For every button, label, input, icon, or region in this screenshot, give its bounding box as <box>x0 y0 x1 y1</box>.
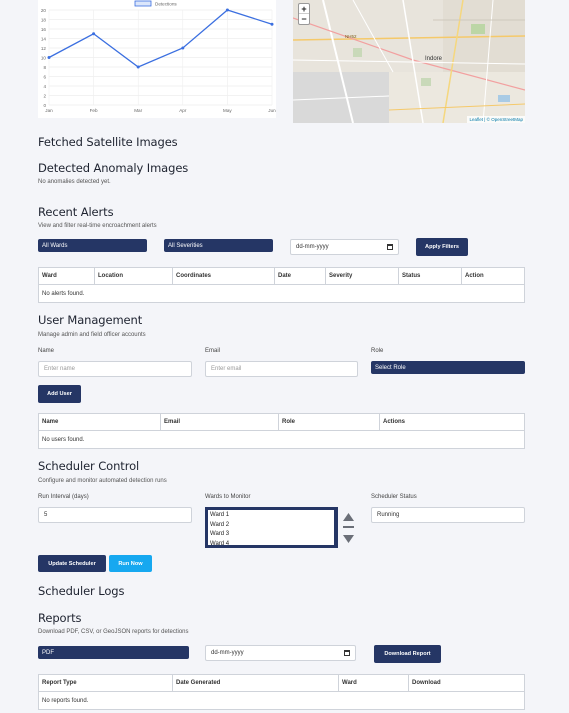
alerts-title: Recent Alerts <box>38 205 114 219</box>
alerts-date-input[interactable] <box>290 239 399 255</box>
x-tick-label: Jun <box>268 108 276 113</box>
col-date: Date <box>275 268 326 285</box>
map-tiles <box>293 0 525 123</box>
map-view[interactable] <box>293 0 525 123</box>
reports-date-input[interactable] <box>205 645 356 661</box>
alerts-empty-text: No alerts found. <box>39 285 525 303</box>
detections-chart <box>38 0 276 118</box>
zoom-out-button[interactable]: − <box>301 14 307 24</box>
col-ward: Ward <box>39 268 95 285</box>
wards-label: Wards to Monitor <box>205 494 251 500</box>
download-report-button[interactable]: Download Report <box>374 645 441 663</box>
name-input[interactable]: Enter name <box>38 361 192 377</box>
col-report-type: Report Type <box>39 675 173 692</box>
listbox-scrollbar[interactable] <box>339 507 358 548</box>
scroll-up-icon[interactable] <box>343 513 354 521</box>
col-action: Action <box>462 268 525 285</box>
col-role: Role <box>279 414 380 431</box>
table-row <box>39 692 525 710</box>
anomaly-empty-text: No anomalies detected yet. <box>38 179 111 185</box>
col-actions: Actions <box>380 414 525 431</box>
chart-canvas <box>38 0 276 118</box>
data-point <box>137 66 140 69</box>
severity-filter-select[interactable]: All Severities <box>164 239 273 252</box>
reports-table-header <box>39 675 525 692</box>
alerts-table-header <box>39 268 525 285</box>
y-tick-label: 18 <box>40 17 46 23</box>
role-select[interactable]: Select Role <box>371 361 525 374</box>
col-email: Email <box>161 414 279 431</box>
email-input[interactable]: Enter email <box>205 361 358 377</box>
list-item[interactable]: Ward 3 <box>210 531 230 537</box>
col-status: Status <box>399 268 462 285</box>
reports-title: Reports <box>38 611 82 625</box>
update-scheduler-button[interactable]: Update Scheduler <box>38 555 106 572</box>
data-point <box>226 9 229 12</box>
x-tick-label: May <box>223 108 232 113</box>
fetched-images-title: Fetched Satellite Images <box>38 135 178 149</box>
map-attribution[interactable]: Leaflet | © OpenStreetMap <box>469 117 523 122</box>
status-field: Running <box>371 507 525 523</box>
x-tick-label: Jan <box>45 108 53 113</box>
col-name: Name <box>39 414 161 431</box>
users-table-header <box>39 414 525 431</box>
x-tick-label: Mar <box>134 108 143 113</box>
reports-empty-text: No reports found. <box>39 692 525 710</box>
alerts-date-text: dd-mm-yyyy <box>296 244 329 250</box>
users-table <box>38 413 525 449</box>
zoom-in-button[interactable]: + <box>299 4 309 14</box>
role-label: Role <box>371 348 384 354</box>
scheduler-title: Scheduler Control <box>38 459 140 473</box>
data-point <box>92 32 95 35</box>
reports-subtitle: Download PDF, CSV, or GeoJSON reports for detections <box>38 629 189 635</box>
col-severity: Severity <box>326 268 399 285</box>
y-tick-label: 20 <box>40 7 46 13</box>
y-tick-label: 10 <box>40 55 46 61</box>
list-item[interactable]: Ward 1 <box>210 512 230 518</box>
map-city-label: Indore <box>425 56 443 62</box>
data-point <box>181 47 184 50</box>
alerts-subtitle: View and filter real-time encroachment alerts <box>38 223 157 229</box>
calendar-icon <box>387 244 393 250</box>
wards-listbox[interactable] <box>205 507 338 548</box>
users-title: User Management <box>38 313 143 327</box>
scheduler-logs-title: Scheduler Logs <box>38 584 125 598</box>
y-tick-label: 4 <box>43 83 46 89</box>
col-download: Download <box>409 675 525 692</box>
status-label: Scheduler Status <box>371 494 417 500</box>
users-subtitle: Manage admin and field officer accounts <box>38 332 146 338</box>
run-now-button[interactable]: Run Now <box>109 555 152 572</box>
anomaly-images-title: Detected Anomaly Images <box>38 161 189 175</box>
scroll-thumb[interactable] <box>343 526 354 528</box>
interval-label: Run Interval (days) <box>38 494 89 500</box>
y-tick-label: 14 <box>40 36 46 42</box>
y-tick-label: 2 <box>43 93 46 99</box>
name-label: Name <box>38 348 55 354</box>
col-ward: Ward <box>339 675 409 692</box>
col-coordinates: Coordinates <box>173 268 275 285</box>
users-empty-text: No users found. <box>39 431 525 449</box>
data-point <box>48 56 51 59</box>
reports-table <box>38 674 525 710</box>
data-point <box>271 23 274 26</box>
col-location: Location <box>95 268 173 285</box>
apply-filters-button[interactable]: Apply Filters <box>416 238 468 256</box>
report-format-select[interactable]: PDF <box>38 646 189 659</box>
y-tick-label: 0 <box>43 102 46 108</box>
col-date-generated: Date Generated <box>173 675 339 692</box>
alerts-table <box>38 267 525 303</box>
interval-input[interactable]: 5 <box>38 507 192 523</box>
list-item[interactable]: Ward 2 <box>210 521 230 528</box>
ward-filter-select[interactable]: All Wards <box>38 239 147 252</box>
y-tick-label: 16 <box>40 26 46 32</box>
email-label: Email <box>205 348 221 354</box>
legend-swatch <box>135 1 151 6</box>
add-user-button[interactable]: Add User <box>38 385 81 403</box>
map-zoom-control <box>298 3 310 25</box>
y-tick-label: 8 <box>43 64 46 70</box>
x-tick-label: Feb <box>89 108 98 113</box>
scroll-down-icon[interactable] <box>343 535 354 543</box>
table-row <box>39 285 525 303</box>
table-row <box>39 431 525 449</box>
list-item[interactable]: Ward 4 <box>210 540 230 547</box>
y-tick-label: 12 <box>40 45 46 51</box>
reports-date-text: dd-mm-yyyy <box>211 650 244 656</box>
map-road-label: NH52 <box>345 34 357 39</box>
scheduler-subtitle: Configure and monitor automated detection runs <box>38 478 167 484</box>
calendar-icon <box>344 650 350 656</box>
legend-label: Detections <box>155 1 177 7</box>
y-tick-label: 6 <box>43 74 46 80</box>
x-tick-label: Apr <box>179 108 187 113</box>
